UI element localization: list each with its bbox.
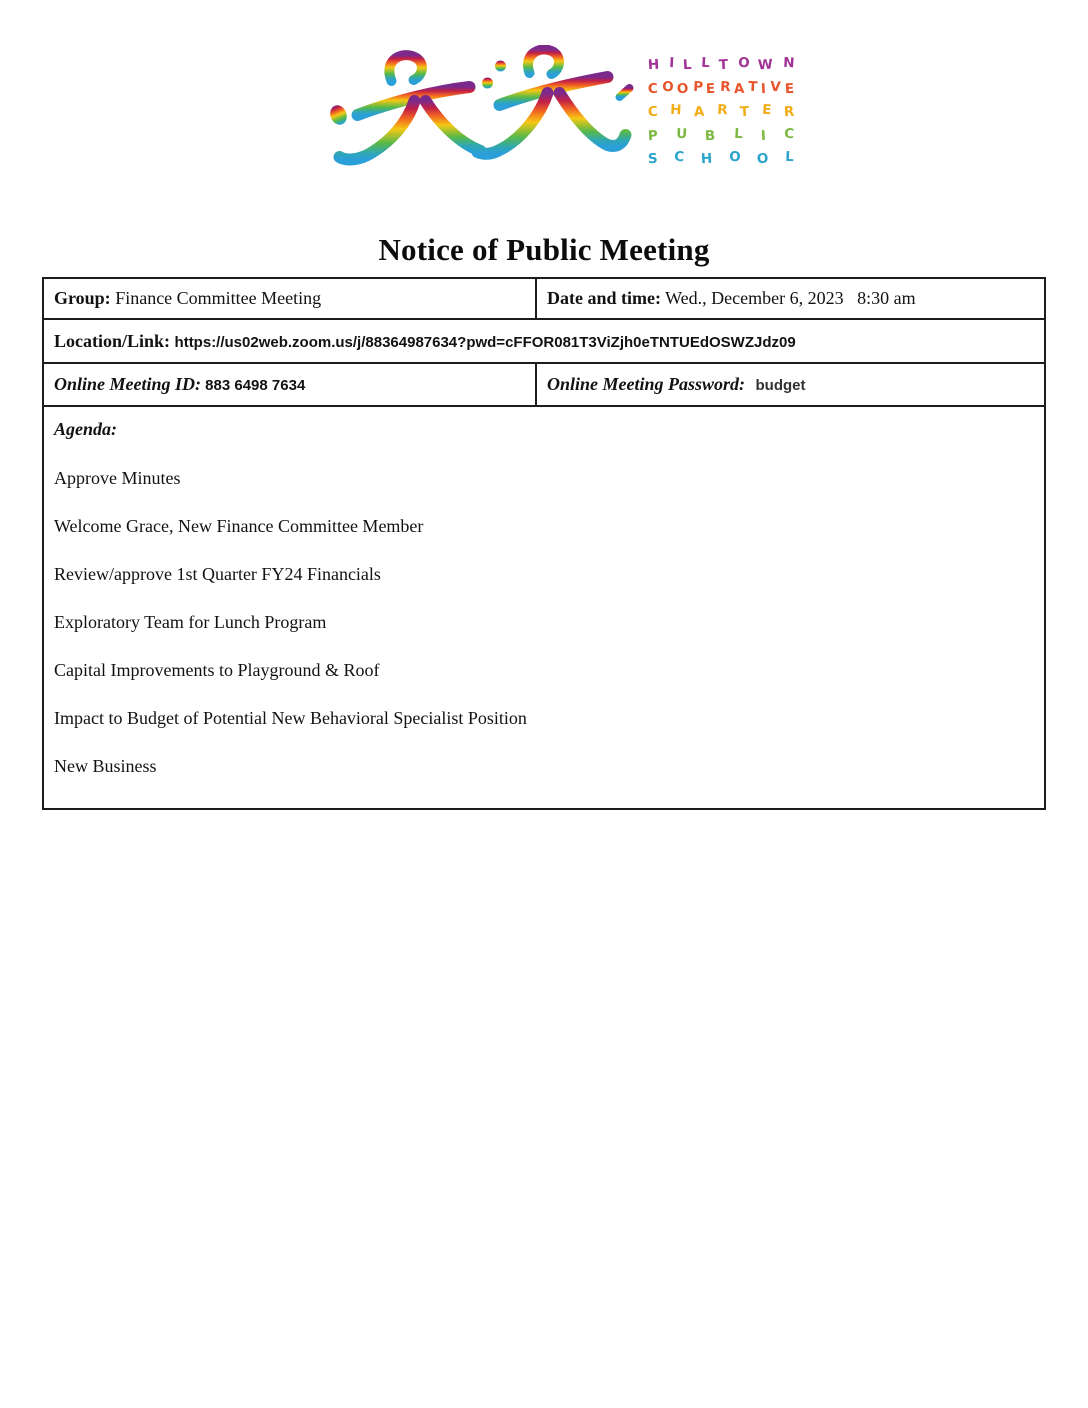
location-cell [43, 319, 1045, 363]
agenda-item: New Business [54, 756, 157, 776]
agenda-cell [43, 406, 1045, 809]
meeting-id-label: Online Meeting ID: [54, 374, 202, 394]
school-name-line: S C H O O L [647, 148, 795, 168]
agenda-item: Approve Minutes [54, 468, 181, 488]
agenda-item: Exploratory Team for Lunch Program [54, 612, 327, 632]
group-label: Group: [54, 288, 111, 308]
school-name [648, 55, 794, 180]
school-name-line: C O O P E R A T I V E [647, 78, 795, 97]
datetime-value: Wed., December 6, 2023 8:30 am [660, 288, 916, 308]
agenda-item: Review/approve 1st Quarter FY24 Financials [54, 564, 381, 584]
school-name-line: P U B L I C [647, 125, 795, 144]
datetime-cell [536, 278, 1045, 319]
group-cell [43, 278, 536, 319]
school-name-line: C H A R T E R [647, 101, 795, 121]
location-label: Location/Link: [54, 330, 171, 351]
meeting-id-value: 883 6498 7634 [201, 377, 306, 394]
dancing-figures-icon [318, 45, 636, 180]
password-value: budget [755, 377, 806, 394]
meeting-info-table [42, 277, 1046, 810]
school-name-line: H I L L T O W N [647, 54, 795, 74]
agenda-label: Agenda: [54, 419, 117, 439]
location-link[interactable]: https://us02web.zoom.us/j/88364987634?pwd=cFFOR081T3ViZjh0eTNTUEdOSWZJdz09 [174, 333, 796, 351]
page-title: Notice of Public Meeting [378, 232, 710, 267]
school-logo [318, 45, 794, 180]
agenda-item: Impact to Budget of Potential New Behavioral Specialist Position [54, 708, 527, 728]
password-cell [536, 363, 1045, 406]
group-value: Finance Committee Meeting [110, 288, 322, 308]
agenda-item: Welcome Grace, New Finance Committee Member [54, 516, 424, 536]
datetime-label: Date and time: [546, 288, 661, 308]
meeting-id-cell [43, 363, 536, 406]
password-label: Online Meeting Password: [546, 374, 745, 394]
agenda-item: Capital Improvements to Playground & Roof [54, 660, 380, 680]
